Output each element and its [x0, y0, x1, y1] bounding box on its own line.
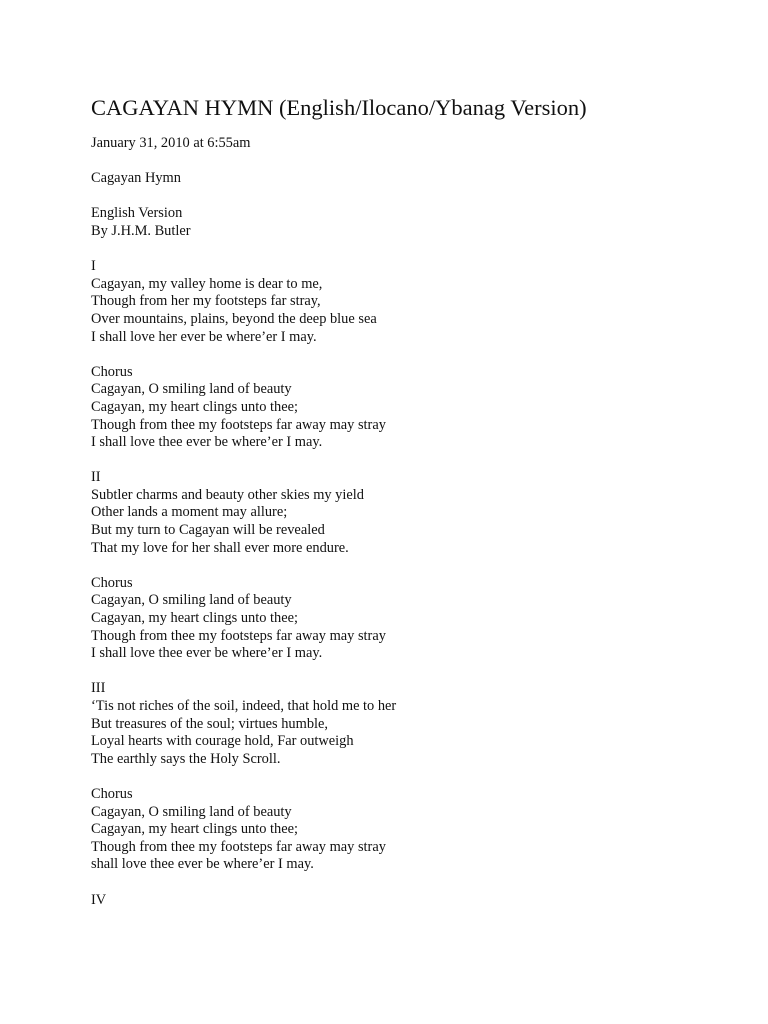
- lyric-line: Subtler charms and beauty other skies my yield: [91, 486, 364, 503]
- version-label: English Version: [91, 205, 183, 222]
- stanza-1: [91, 258, 731, 346]
- lyric-line: Cagayan, my valley home is dear to me,: [91, 275, 323, 292]
- lyric-line: Cagayan, O smiling land of beauty: [91, 803, 292, 820]
- stanza-heading: II: [91, 469, 101, 486]
- lyric-line: Over mountains, plains, beyond the deep blue sea: [91, 310, 377, 327]
- lyric-line: Loyal hearts with courage hold, Far outweigh: [91, 733, 354, 750]
- document-page: [91, 94, 731, 927]
- post-date: January 31, 2010 at 6:55am: [91, 135, 251, 151]
- lyric-line: But my turn to Cagayan will be revealed: [91, 522, 325, 539]
- lyric-line: Cagayan, O smiling land of beauty: [91, 592, 292, 609]
- chorus-1: [91, 364, 731, 452]
- stanza-heading: I: [91, 258, 96, 275]
- lyric-line: Cagayan, my heart clings unto thee;: [91, 398, 299, 415]
- author-credit: By J.H.M. Butler: [91, 222, 191, 239]
- stanza-heading: IV: [91, 891, 107, 908]
- stanza-heading: III: [91, 680, 106, 697]
- lyric-line: I shall love her ever be where’er I may.: [91, 328, 317, 345]
- lyric-line: shall love thee ever be where’er I may.: [91, 856, 314, 873]
- lyric-line: I shall love thee ever be where’er I may.: [91, 434, 323, 451]
- chorus-2: [91, 575, 731, 663]
- lyric-line: But treasures of the soul; virtues humble,: [91, 715, 329, 732]
- lyric-line: Cagayan, my heart clings unto thee;: [91, 610, 299, 627]
- byline-paragraph: [91, 205, 731, 240]
- stanza-heading: Chorus: [91, 785, 133, 802]
- document-title: CAGAYAN HYMN (English/Ilocano/Ybanag Version): [91, 95, 587, 120]
- lyric-line: The earthly says the Holy Scroll.: [91, 750, 281, 767]
- subtitle-paragraph: [91, 170, 731, 188]
- lyric-line: Though from her my footsteps far stray,: [91, 293, 321, 310]
- lyric-line: I shall love thee ever be where’er I may.: [91, 645, 323, 662]
- stanza-2: [91, 469, 731, 557]
- date-paragraph: [91, 135, 731, 153]
- stanza-heading: Chorus: [91, 574, 133, 591]
- stanza-3: [91, 680, 731, 768]
- lyric-line: ‘Tis not riches of the soil, indeed, that hold me to her: [91, 698, 397, 714]
- lyric-line: Cagayan, my heart clings unto thee;: [91, 821, 299, 838]
- lyric-line: Cagayan, O smiling land of beauty: [91, 381, 292, 398]
- lyric-line: Though from thee my footsteps far away may stray: [91, 838, 386, 855]
- stanza-4: [91, 892, 731, 910]
- lyric-line: That my love for her shall ever more endure.: [91, 539, 349, 556]
- lyric-line: Other lands a moment may allure;: [91, 504, 288, 521]
- lyric-line: Though from thee my footsteps far away may stray: [91, 416, 386, 433]
- hymn-subtitle: Cagayan Hymn: [91, 170, 181, 187]
- stanza-heading: Chorus: [91, 363, 133, 380]
- chorus-3: [91, 786, 731, 874]
- lyric-line: Though from thee my footsteps far away may stray: [91, 627, 386, 644]
